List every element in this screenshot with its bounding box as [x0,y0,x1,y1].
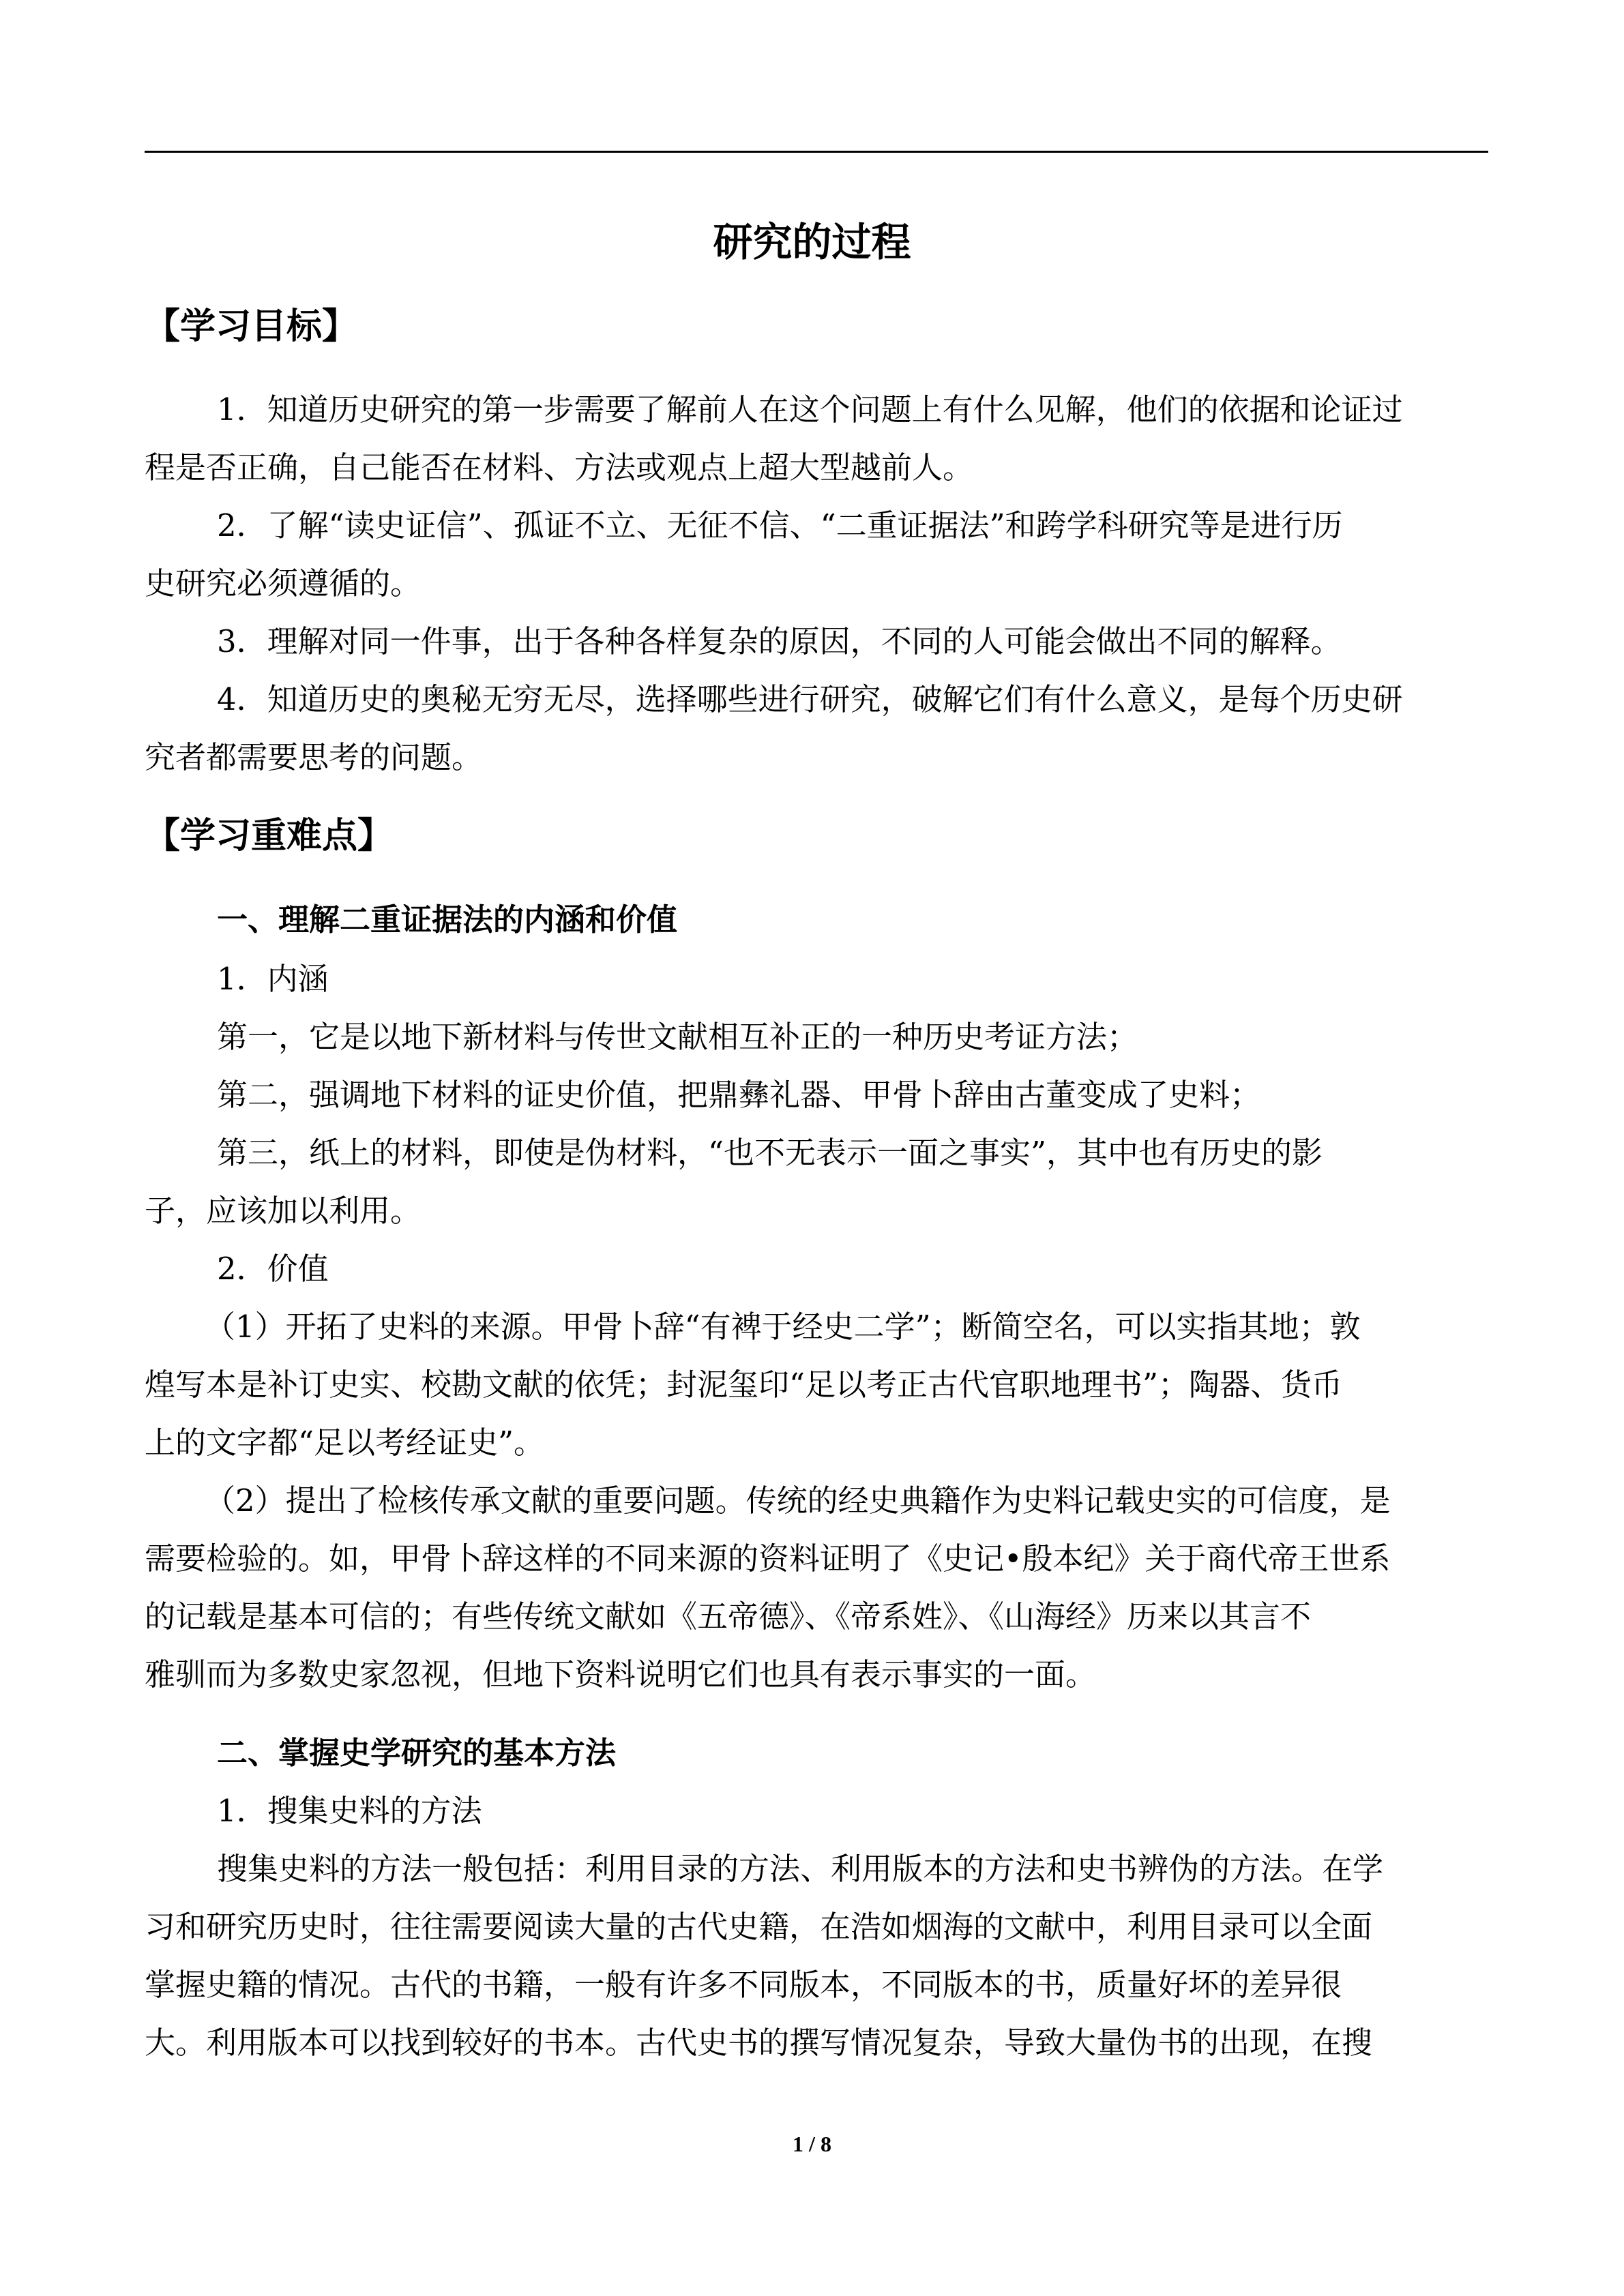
part1-v2-line-2: 需要检验的。如，甲骨卜辞这样的不同来源的资料证明了《史记•殷本纪》关于商代帝王世系 [145,1540,1391,1577]
goal-4-line-1: 4．知道历史的奥秘无穷无尽，选择哪些进行研究，破解它们有什么意义，是每个历史研 [217,681,1403,717]
part2-p1-line-2: 习和研究历史时，往往需要阅读大量的古代史籍，在浩如烟海的文献中，利用目录可以全面 [145,1909,1373,1945]
part1-v2-line-1: （2）提出了检核传承文献的重要问题。传统的经史典籍作为史料记载史实的可信度，是 [205,1482,1391,1519]
part1-item1: 1．内涵 [217,961,329,997]
goal-4-line-2: 究者都需要思考的问题。 [145,739,483,775]
part1-p2: 第二，强调地下材料的证史价值，把鼎彝礼器、甲骨卜辞由古董变成了史料； [217,1077,1261,1113]
part2-p1-line-4: 大。利用版本可以找到较好的书本。古代史书的撰写情况复杂，导致大量伪书的出现，在搜 [145,2025,1373,2061]
part2-p1-line-3: 掌握史籍的情况。古代的书籍，一般有许多不同版本，不同版本的书，质量好坏的差异很 [145,1967,1342,2003]
goal-1-line-1: 1．知道历史研究的第一步需要了解前人在这个问题上有什么见解，他们的依据和论证过 [217,391,1403,428]
goal-1-line-2: 程是否正确，自己能否在材料、方法或观点上超大型越前人。 [145,449,974,486]
part1-v2-line-4: 雅驯而为多数史家忽视，但地下资料说明它们也具有表示事实的一面。 [145,1656,1097,1693]
part2-p1-line-1: 搜集史料的方法一般包括：利用目录的方法、利用版本的方法和史书辨伪的方法。在学 [217,1851,1384,1887]
part1-v2-line-3: 的记载是基本可信的；有些传统文献如《五帝德》、《帝系姓》、《山海经》历来以其言不 [145,1598,1312,1635]
goal-2-line-2: 史研究必须遵循的。 [145,565,422,601]
part1-v1-line-2: 煌写本是补订史实、校勘文献的依凭；封泥玺印“足以考正古代官职地理书”；陶器、货币 [145,1367,1343,1403]
page-number: 1 / 8 [793,2132,831,2156]
part1-v1-line-3: 上的文字都“足以考经证史”。 [145,1425,545,1461]
page-title: 研究的过程 [713,219,911,265]
part1-v1-line-1: （1）开拓了史料的来源。甲骨卜辞“有裨于经史二学”；断简空名，可以实指其地；敦 [205,1309,1361,1345]
part2-item1: 1．搜集史料的方法 [217,1793,482,1829]
part1-item2: 2．价值 [217,1251,329,1287]
goal-3-line-1: 3．理解对同一件事，出于各种各样复杂的原因，不同的人可能会做出不同的解释。 [217,623,1342,659]
header-rule [145,151,1488,153]
part1-p3-line-2: 子，应该加以利用。 [145,1193,422,1229]
part2-heading: 二、掌握史学研究的基本方法 [217,1735,617,1771]
part1-heading: 一、理解二重证据法的内涵和价值 [217,901,678,938]
goal-2-line-1: 2．了解“读史证信”、孤证不立、无征不信、“二重证据法”和跨学科研究等是进行历 [217,507,1343,543]
part1-p1: 第一，它是以地下新材料与传世文献相互补正的一种历史考证方法； [217,1019,1138,1055]
section-heading-key-points: 【学习重难点】 [145,816,394,856]
section-heading-goals: 【学习目标】 [145,306,358,347]
part1-p3-line-1: 第三，纸上的材料，即使是伪材料，“也不无表示一面之事实”，其中也有历史的影 [217,1135,1323,1171]
